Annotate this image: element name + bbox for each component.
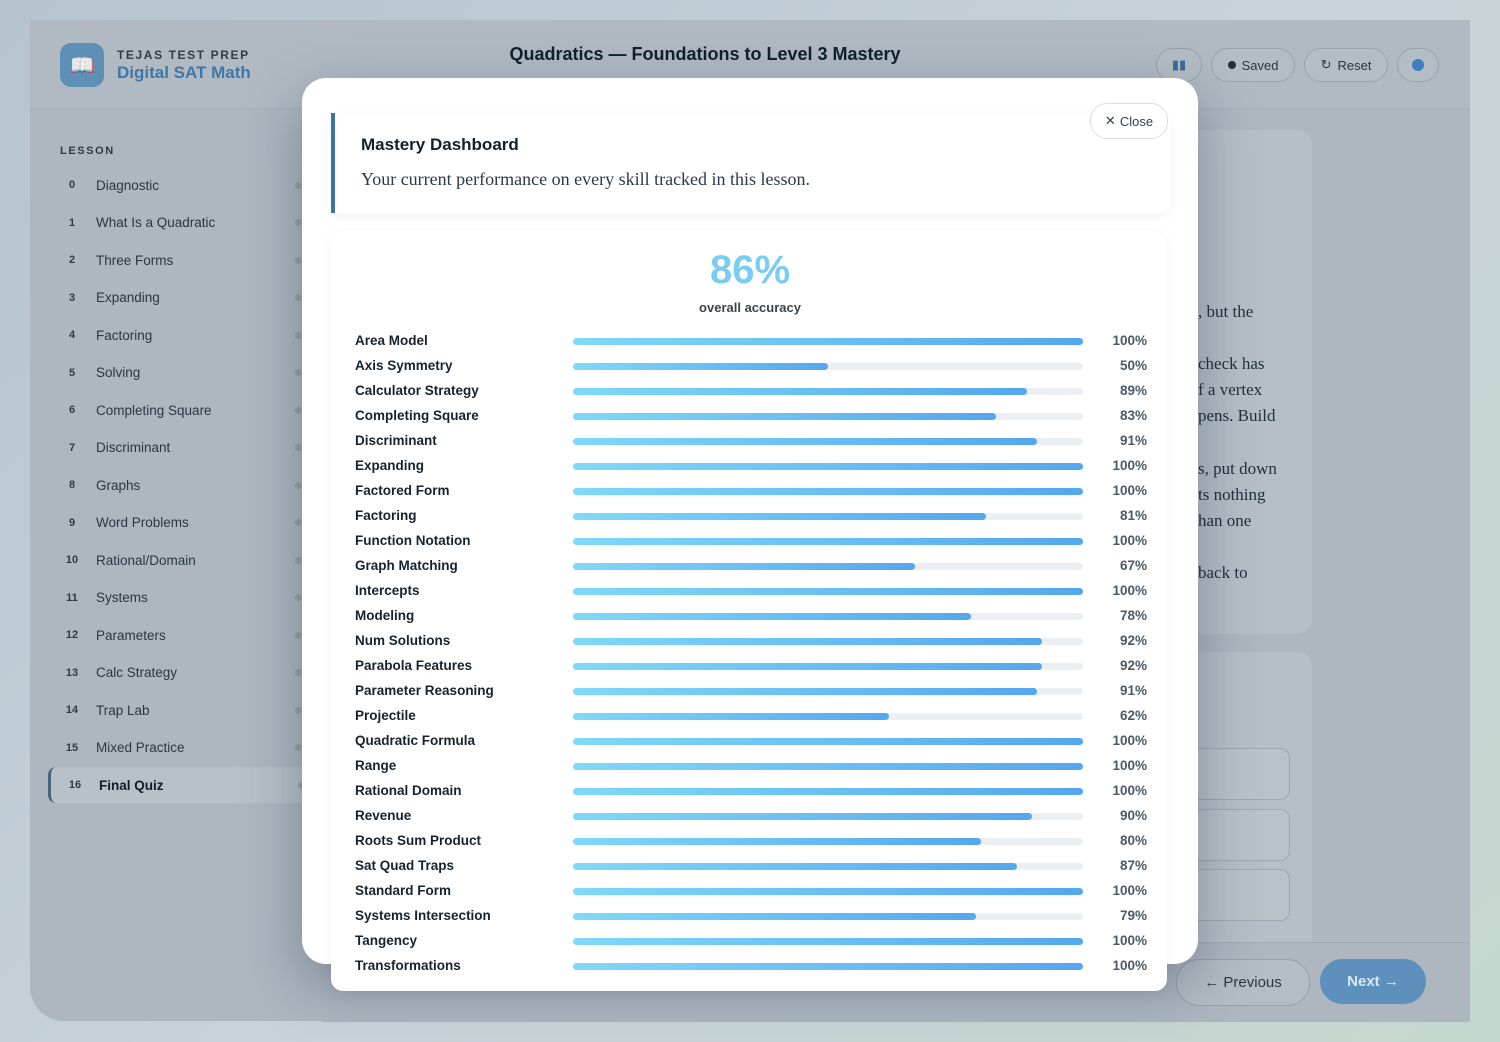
skill-progress-track xyxy=(573,863,1083,870)
skill-name: Systems Intersection xyxy=(355,908,491,923)
skill-percent: 79% xyxy=(1119,908,1147,923)
skill-row xyxy=(355,504,1147,529)
sidebar-item-number: 4 xyxy=(68,329,76,341)
skill-name: Modeling xyxy=(355,608,415,623)
skill-row xyxy=(355,629,1147,654)
sidebar-item-label: Calc Strategy xyxy=(96,665,178,680)
skill-row xyxy=(355,804,1147,829)
skill-row xyxy=(355,554,1147,579)
sidebar-item[interactable] xyxy=(48,242,310,278)
skill-percent: 78% xyxy=(1119,608,1147,623)
skill-name: Expanding xyxy=(355,458,425,473)
skill-percent: 100% xyxy=(1112,933,1147,948)
skill-row xyxy=(355,829,1147,854)
modal-subtitle: Your current performance on every skill tracked in this lesson. xyxy=(361,169,811,189)
skill-progress-fill xyxy=(573,688,1037,695)
close-label: Close xyxy=(1119,113,1154,129)
skill-name: Area Model xyxy=(355,333,428,348)
skill-row xyxy=(355,329,1147,354)
skill-row xyxy=(355,579,1147,604)
skill-percent: 100% xyxy=(1112,333,1147,348)
skill-row xyxy=(355,854,1147,879)
skill-progress-track xyxy=(573,788,1083,795)
skill-progress-track xyxy=(573,713,1083,720)
skill-row xyxy=(355,379,1147,404)
lesson-text-line: ts nothing xyxy=(1198,485,1266,504)
skill-progress-track xyxy=(573,838,1083,845)
reset-label: Reset xyxy=(1337,57,1372,73)
overall-accuracy-label: overall accuracy xyxy=(699,300,801,315)
status-dot-icon xyxy=(295,594,302,601)
skill-progress-fill xyxy=(573,738,1083,745)
skill-progress-track xyxy=(573,338,1083,345)
skill-progress-fill xyxy=(573,413,996,420)
skill-name: Sat Quad Traps xyxy=(355,858,455,873)
skill-row xyxy=(355,954,1147,979)
skill-percent: 67% xyxy=(1119,558,1147,573)
sidebar-item[interactable] xyxy=(48,392,310,428)
sidebar-item-number: 8 xyxy=(68,479,76,491)
sidebar-item-number: 10 xyxy=(65,554,79,566)
skill-progress-fill xyxy=(573,538,1083,545)
skill-name: Function Notation xyxy=(355,533,471,548)
skill-row xyxy=(355,879,1147,904)
skill-name: Graph Matching xyxy=(355,558,458,573)
lesson-text-line: s, put down xyxy=(1198,459,1277,478)
modal-header-card xyxy=(331,113,1171,213)
status-dot-icon xyxy=(295,557,302,564)
status-dot-icon xyxy=(295,707,302,714)
status-dot-icon xyxy=(295,669,302,676)
skill-name: Revenue xyxy=(355,808,412,823)
skill-name: Axis Symmetry xyxy=(355,358,453,373)
saved-dot-icon xyxy=(1228,61,1236,69)
sidebar-item[interactable] xyxy=(48,317,310,353)
skill-name: Quadratic Formula xyxy=(355,733,476,748)
sidebar-item-number: 3 xyxy=(68,291,76,304)
sidebar-item-label: Expanding xyxy=(96,290,160,305)
saved-indicator[interactable] xyxy=(1211,48,1295,82)
skill-percent: 50% xyxy=(1119,358,1147,373)
lesson-title: Quadratics — Foundations to Level 3 Mastery xyxy=(509,44,901,64)
sidebar-item-number: 7 xyxy=(68,441,76,454)
saved-label: Saved xyxy=(1241,57,1279,73)
skill-row xyxy=(355,729,1147,754)
skill-progress-track xyxy=(573,613,1083,620)
skill-percent: 100% xyxy=(1112,533,1147,548)
sidebar-item[interactable] xyxy=(48,767,313,803)
lesson-text-line: back to xyxy=(1198,563,1248,582)
sidebar-item-number: 12 xyxy=(65,629,79,641)
bar-chart-icon: ▮▮ xyxy=(1171,57,1187,72)
skill-name: Standard Form xyxy=(355,883,452,898)
skill-row xyxy=(355,354,1147,379)
lesson-sidebar xyxy=(30,109,320,1021)
status-dot-icon xyxy=(295,182,302,189)
sidebar-item[interactable] xyxy=(48,355,310,391)
sidebar-item-number: 1 xyxy=(68,216,76,229)
skill-name: Completing Square xyxy=(355,408,479,423)
skill-progress-track xyxy=(573,563,1083,570)
skill-row xyxy=(355,929,1147,954)
skill-name: Parabola Features xyxy=(355,658,473,673)
reset-icon: ↻ xyxy=(1320,57,1332,72)
dashboard-button[interactable] xyxy=(1156,48,1202,82)
skill-percent: 92% xyxy=(1119,658,1147,673)
status-dot-icon xyxy=(295,482,302,489)
overall-accuracy-value: 86% xyxy=(709,248,791,292)
sidebar-item-label: Factoring xyxy=(96,327,153,343)
skill-name: Tangency xyxy=(355,933,418,948)
skill-progress-track xyxy=(573,388,1083,395)
skill-name: Factoring xyxy=(355,508,417,523)
skill-progress-fill xyxy=(573,713,889,720)
sidebar-item[interactable] xyxy=(48,280,310,316)
skill-percent: 91% xyxy=(1119,433,1147,448)
status-dot-icon xyxy=(295,219,302,226)
sidebar-item[interactable] xyxy=(48,430,310,466)
next-button[interactable]: Next → xyxy=(1320,959,1426,1004)
lesson-text-line: pens. Build xyxy=(1198,406,1276,425)
status-dot-icon xyxy=(295,519,302,526)
skill-progress-track xyxy=(573,763,1083,770)
skill-progress-track xyxy=(573,963,1083,970)
skill-percent: 91% xyxy=(1119,683,1147,698)
skill-row xyxy=(355,429,1147,454)
sidebar-item-label: Diagnostic xyxy=(96,177,160,193)
skill-progress-track xyxy=(573,463,1083,470)
skill-progress-fill xyxy=(573,463,1083,470)
sidebar-item[interactable] xyxy=(48,692,310,728)
sidebar-item[interactable] xyxy=(48,730,310,766)
skill-row xyxy=(355,454,1147,479)
sidebar-item[interactable] xyxy=(48,655,310,691)
sidebar-item[interactable] xyxy=(48,205,310,241)
skill-percent: 100% xyxy=(1112,958,1147,973)
skill-row xyxy=(355,654,1147,679)
skill-percent: 81% xyxy=(1119,508,1147,523)
skill-name: Intercepts xyxy=(355,583,420,598)
skill-row xyxy=(355,404,1147,429)
lesson-text-line: han one xyxy=(1198,511,1252,530)
modal-title: Mastery Dashboard xyxy=(361,135,519,154)
skill-name: Roots Sum Product xyxy=(355,833,482,848)
sidebar-item-label: Mixed Practice xyxy=(96,740,185,755)
skill-progress-fill xyxy=(573,613,971,620)
sidebar-item-label: Graphs xyxy=(96,477,141,493)
skill-percent: 100% xyxy=(1112,883,1147,898)
status-dot-icon xyxy=(295,632,302,639)
reset-button[interactable] xyxy=(1304,48,1388,82)
skill-progress-fill xyxy=(573,563,915,570)
skill-name: Calculator Strategy xyxy=(355,383,479,398)
sidebar-item-number: 0 xyxy=(68,179,76,191)
sidebar-item[interactable] xyxy=(48,617,310,653)
skill-row xyxy=(355,529,1147,554)
sidebar-item-label: Completing Square xyxy=(96,402,212,418)
lesson-text-line: , but the xyxy=(1198,302,1254,321)
status-dot-icon xyxy=(295,407,302,414)
skill-name: Rational Domain xyxy=(355,783,462,798)
sidebar-item-number: 6 xyxy=(68,404,76,416)
skill-progress-track xyxy=(573,363,1083,370)
skill-progress-fill xyxy=(573,588,1083,595)
skill-progress-track xyxy=(573,588,1083,595)
skill-progress-track xyxy=(573,938,1083,945)
skill-progress-track xyxy=(573,663,1083,670)
skill-progress-fill xyxy=(573,513,986,520)
skill-percent: 62% xyxy=(1119,708,1147,723)
mastery-dashboard-modal xyxy=(302,78,1198,973)
skill-progress-fill xyxy=(573,363,828,370)
skill-progress-fill xyxy=(573,763,1083,770)
skill-progress-fill xyxy=(573,963,1083,970)
sidebar-item-number: 5 xyxy=(68,366,76,379)
skill-name: Range xyxy=(355,758,397,773)
skill-row xyxy=(355,779,1147,804)
skill-progress-fill xyxy=(573,813,1032,820)
sidebar-item[interactable] xyxy=(48,542,310,578)
skill-progress-fill xyxy=(573,938,1083,945)
skill-progress-fill xyxy=(573,338,1083,345)
previous-button[interactable]: ← Previous xyxy=(1176,959,1310,1006)
sidebar-item-label: Rational/Domain xyxy=(96,552,196,568)
sidebar-item-label: Solving xyxy=(96,365,141,380)
skill-progress-track xyxy=(573,638,1083,645)
status-dot-icon xyxy=(295,744,302,751)
sidebar-item-number: 2 xyxy=(68,254,76,266)
skill-row xyxy=(355,754,1147,779)
skill-progress-track xyxy=(573,513,1083,520)
skill-progress-fill xyxy=(573,388,1027,395)
sidebar-item-label: What Is a Quadratic xyxy=(96,215,216,230)
brand-product: Digital SAT Math xyxy=(117,63,251,82)
skill-name: Factored Form xyxy=(355,483,450,498)
skill-percent: 87% xyxy=(1119,858,1147,873)
lesson-text-line: check has xyxy=(1198,354,1265,373)
lesson-text-line: f a vertex xyxy=(1198,380,1263,399)
skill-row xyxy=(355,604,1147,629)
brand-company: TEJAS TEST PREP xyxy=(117,48,250,62)
sidebar-heading: LESSON xyxy=(60,145,115,157)
skill-progress-track xyxy=(573,413,1083,420)
skill-progress-fill xyxy=(573,913,976,920)
sidebar-item-label: Systems xyxy=(96,590,148,605)
sidebar-item-label: Discriminant xyxy=(96,440,171,455)
status-dot-icon xyxy=(295,369,302,376)
skill-name: Transformations xyxy=(355,958,461,973)
skill-progress-fill xyxy=(573,788,1083,795)
sidebar-item[interactable] xyxy=(48,505,310,541)
skill-percent: 92% xyxy=(1119,633,1147,648)
skill-progress-fill xyxy=(573,638,1042,645)
skill-percent: 89% xyxy=(1119,383,1147,398)
skill-percent: 83% xyxy=(1119,408,1147,423)
skill-progress-fill xyxy=(573,863,1017,870)
book-logo-icon: 📖 xyxy=(60,43,104,87)
close-button[interactable] xyxy=(1090,103,1168,139)
skill-progress-fill xyxy=(573,438,1037,445)
skill-percent: 100% xyxy=(1112,758,1147,773)
close-icon: ✕ xyxy=(1104,113,1116,128)
skill-progress-track xyxy=(573,738,1083,745)
sidebar-item-number: 9 xyxy=(68,516,76,529)
sidebar-item-number: 14 xyxy=(65,704,79,716)
sidebar-item-number: 11 xyxy=(66,591,78,604)
skill-progress-track xyxy=(573,888,1083,895)
sidebar-item-number: 16 xyxy=(68,779,82,791)
skill-percent: 90% xyxy=(1119,808,1147,823)
skill-percent: 100% xyxy=(1112,483,1147,498)
sidebar-item-number: 13 xyxy=(65,666,79,679)
skill-progress-fill xyxy=(573,488,1083,495)
status-dot-icon xyxy=(295,257,302,264)
sidebar-item[interactable] xyxy=(48,167,310,203)
status-dot-icon xyxy=(295,444,302,451)
skill-name: Projectile xyxy=(355,708,416,723)
skill-progress-track xyxy=(573,488,1083,495)
skill-percent: 100% xyxy=(1112,783,1147,798)
status-dot-icon xyxy=(295,332,302,339)
sidebar-item[interactable] xyxy=(48,580,310,616)
skill-progress-track xyxy=(573,913,1083,920)
skill-progress-track xyxy=(573,813,1083,820)
skill-row xyxy=(355,904,1147,929)
skill-progress-fill xyxy=(573,663,1042,670)
skill-percent: 100% xyxy=(1112,458,1147,473)
skill-name: Num Solutions xyxy=(355,633,451,648)
skill-progress-track xyxy=(573,438,1083,445)
sidebar-item-number: 15 xyxy=(65,741,79,754)
skill-percent: 100% xyxy=(1112,583,1147,598)
sidebar-item-label: Word Problems xyxy=(96,515,189,530)
skill-row xyxy=(355,704,1147,729)
skill-progress-fill xyxy=(573,888,1083,895)
theme-toggle[interactable] xyxy=(1397,48,1439,82)
skill-row xyxy=(355,679,1147,704)
skill-name: Discriminant xyxy=(355,433,437,448)
skill-progress-track xyxy=(573,688,1083,695)
sidebar-item[interactable] xyxy=(48,467,310,503)
sidebar-item-label: Final Quiz xyxy=(99,777,164,793)
skill-percent: 80% xyxy=(1119,833,1147,848)
skill-percent: 100% xyxy=(1112,733,1147,748)
sidebar-item-label: Trap Lab xyxy=(96,702,150,718)
skill-row xyxy=(355,479,1147,504)
status-dot-icon xyxy=(295,294,302,301)
theme-dot-icon xyxy=(1412,59,1424,71)
skill-progress-track xyxy=(573,538,1083,545)
skill-name: Parameter Reasoning xyxy=(355,683,494,698)
sidebar-item-label: Parameters xyxy=(96,627,166,643)
skill-progress-fill xyxy=(573,838,981,845)
sidebar-item-label: Three Forms xyxy=(96,252,174,268)
